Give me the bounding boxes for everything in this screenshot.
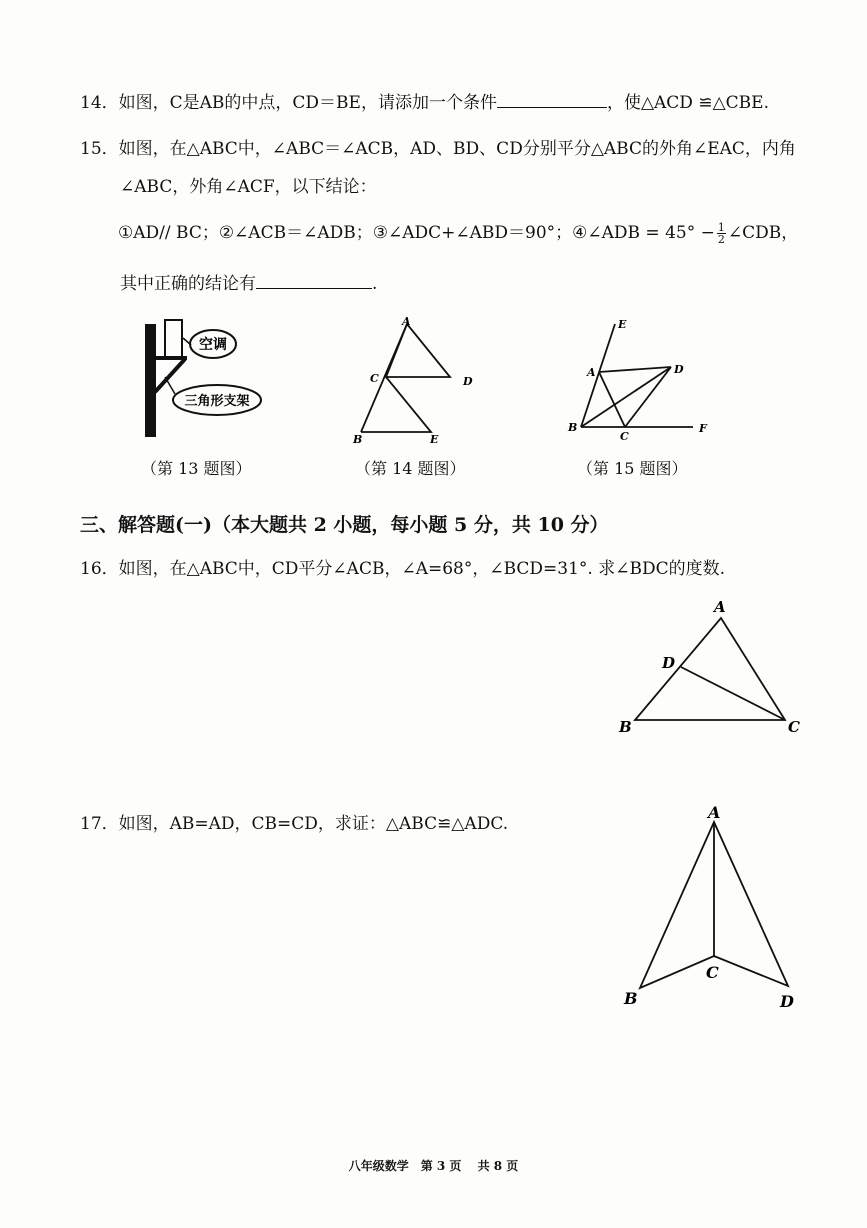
figure-14 <box>345 310 480 450</box>
fig15-label-d: D <box>674 363 684 376</box>
figure-16 <box>610 596 810 741</box>
q15-correct-label: 其中正确的结论有 <box>120 274 256 294</box>
fig16-label-a: A <box>714 598 726 616</box>
fig13-wall <box>145 324 156 437</box>
question-17: 17．如图，AB=AD，CB=CD，求证：△ABC≌△ADC. <box>80 814 509 834</box>
fig15-line-ad <box>599 367 671 372</box>
q14-text-after: ，使△ACD ≌△CBE. <box>606 93 769 113</box>
fig13-air-conditioner <box>165 320 182 358</box>
fig14-label-d: D <box>463 375 473 388</box>
fig13-support-label: 三角形支架 <box>184 394 250 409</box>
fig16-label-d: D <box>662 654 676 672</box>
figure-13 <box>135 312 265 442</box>
fig15-label-e: E <box>618 318 627 331</box>
question-15-line2: ∠ABC，外角∠ACF，以下结论： <box>120 177 377 197</box>
figure-17 <box>618 798 808 1018</box>
q15-conclusions: ①AD// BC；②∠ACB＝∠ADB；③∠ADC+∠ABD＝90°；④∠ADB = 45° − <box>118 223 715 243</box>
fig16-triangle <box>635 618 785 720</box>
fig15-caption: （第 15 题图） <box>577 459 688 478</box>
question-15-line4 <box>120 270 377 295</box>
page-footer: 八年级数学 第 3 页 共 8 页 <box>348 1159 519 1173</box>
q15-conclusions-end: ∠CDB， <box>727 223 799 243</box>
fig17-label-d: D <box>780 992 794 1011</box>
question-15-line3 <box>118 222 798 245</box>
q15-fraction <box>717 222 726 245</box>
fig17-label-a: A <box>708 803 721 822</box>
fig13-brace <box>155 359 185 392</box>
fig17-label-c: C <box>706 963 719 982</box>
fig14-caption: （第 14 题图） <box>355 459 466 478</box>
question-15-line1: 15．如图，在△ABC中，∠ABC＝∠ACB，AD、BD、CD分别平分△ABC的外角∠EAC，内角 <box>80 139 796 159</box>
fig15-label-f: F <box>699 422 707 435</box>
fig14-label-b: B <box>353 433 363 446</box>
fig16-label-c: C <box>788 718 800 736</box>
fig14-label-a: A <box>402 315 411 328</box>
fig15-label-c: C <box>620 430 629 443</box>
fig15-line-cd <box>625 367 671 427</box>
q15-frac-num: 1 <box>717 221 725 234</box>
q14-answer-blank[interactable] <box>497 89 607 108</box>
fig15-label-a: A <box>587 366 596 379</box>
q14-text-before: 14．如图，C是AB的中点，CD＝BE，请添加一个条件 <box>80 93 497 113</box>
fig14-label-c: C <box>370 372 379 385</box>
fig17-label-b: B <box>624 989 638 1008</box>
q15-answer-blank[interactable] <box>256 270 372 289</box>
fig13-caption: （第 13 题图） <box>141 459 252 478</box>
figure-15 <box>563 312 723 447</box>
q15-frac-den: 2 <box>717 233 725 246</box>
question-14 <box>80 89 769 114</box>
question-16: 16．如图，在△ABC中，CD平分∠ACB，∠A=68°，∠BCD=31°. 求∠BDC的度数. <box>80 559 726 579</box>
fig16-label-b: B <box>619 718 632 736</box>
section-3-title: 三、解答题(一)（本大题共 2 小题，每小题 5 分，共 10 分） <box>80 514 609 536</box>
fig13-ac-label: 空调 <box>199 337 227 353</box>
fig15-label-b: B <box>568 421 578 434</box>
fig14-label-e: E <box>430 433 439 446</box>
q15-period: . <box>372 274 378 294</box>
